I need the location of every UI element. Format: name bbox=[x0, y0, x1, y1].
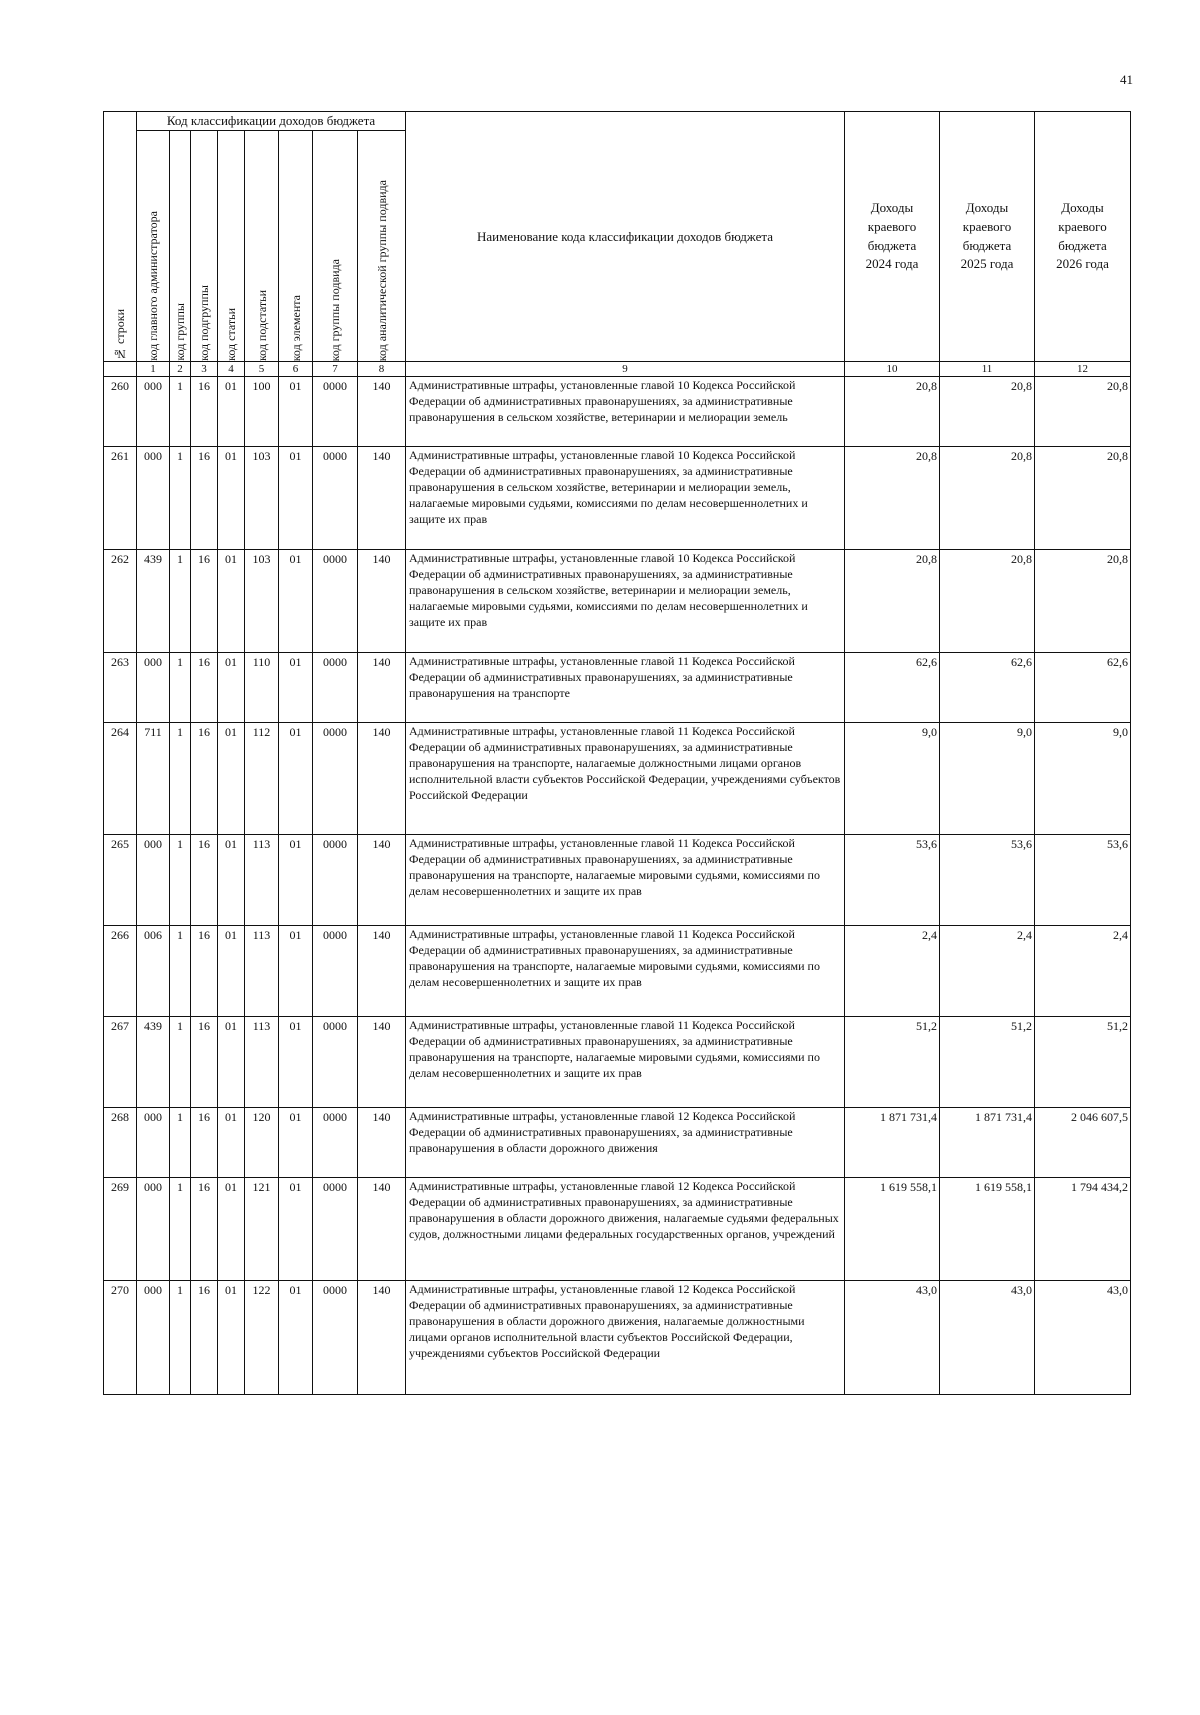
column-number: 3 bbox=[191, 362, 218, 377]
income-2026-value: 2,4 bbox=[1035, 926, 1131, 1017]
income-2025-value: 53,6 bbox=[940, 835, 1035, 926]
element-code: 01 bbox=[279, 1108, 313, 1178]
analytic-group-code: 140 bbox=[358, 723, 406, 835]
income-2024-value: 9,0 bbox=[845, 723, 940, 835]
admin-code: 000 bbox=[137, 1281, 170, 1395]
table-row bbox=[104, 550, 1131, 653]
table-row bbox=[104, 835, 1131, 926]
subtype-group-code: 0000 bbox=[313, 1281, 358, 1395]
income-2025-value: 43,0 bbox=[940, 1281, 1035, 1395]
group-code: 1 bbox=[170, 835, 191, 926]
analytic-group-code: 140 bbox=[358, 835, 406, 926]
column-number: 11 bbox=[940, 362, 1035, 377]
row-number: 264 bbox=[104, 723, 137, 835]
article-code: 01 bbox=[218, 723, 245, 835]
income-2025-value: 20,8 bbox=[940, 377, 1035, 447]
income-2024-value: 62,6 bbox=[845, 653, 940, 723]
table-row bbox=[104, 653, 1131, 723]
income-2025-value: 62,6 bbox=[940, 653, 1035, 723]
admin-code: 000 bbox=[137, 1108, 170, 1178]
income-name: Административные штрафы, установленные главой 11 Кодекса Российской Федерации об административных правонарушениях, за административные правонарушения на транспорте, налагаемые мировыми судьями, комиссиями по делам несовершеннолетних и защите их прав bbox=[406, 926, 845, 1017]
row-number: 263 bbox=[104, 653, 137, 723]
column-number: 7 bbox=[313, 362, 358, 377]
element-code: 01 bbox=[279, 1017, 313, 1108]
analytic-group-code: 140 bbox=[358, 550, 406, 653]
subgroup-code: 16 bbox=[191, 1017, 218, 1108]
subtype-group-code: 0000 bbox=[313, 926, 358, 1017]
article-code: 01 bbox=[218, 1108, 245, 1178]
subgroup-code: 16 bbox=[191, 1178, 218, 1281]
table-row bbox=[104, 723, 1131, 835]
subgroup-code-header: код подгруппы bbox=[191, 131, 218, 362]
subarticle-code: 110 bbox=[245, 653, 279, 723]
element-code: 01 bbox=[279, 1178, 313, 1281]
income-2026-value: 1 794 434,2 bbox=[1035, 1178, 1131, 1281]
income-2026-value: 43,0 bbox=[1035, 1281, 1131, 1395]
income-2026-header: Доходы краевого бюджета 2026 года bbox=[1035, 112, 1131, 362]
income-2024-value: 20,8 bbox=[845, 377, 940, 447]
row-number: 262 bbox=[104, 550, 137, 653]
element-code: 01 bbox=[279, 447, 313, 550]
row-number: 266 bbox=[104, 926, 137, 1017]
row-number: 260 bbox=[104, 377, 137, 447]
article-code: 01 bbox=[218, 550, 245, 653]
subtype-group-code: 0000 bbox=[313, 723, 358, 835]
admin-code: 711 bbox=[137, 723, 170, 835]
subarticle-code: 103 bbox=[245, 447, 279, 550]
row-number: 268 bbox=[104, 1108, 137, 1178]
admin-code: 000 bbox=[137, 653, 170, 723]
income-2026-value: 20,8 bbox=[1035, 377, 1131, 447]
income-2025-value: 1 619 558,1 bbox=[940, 1178, 1035, 1281]
column-number: 9 bbox=[406, 362, 845, 377]
column-number bbox=[104, 362, 137, 377]
element-code: 01 bbox=[279, 926, 313, 1017]
row-number: 261 bbox=[104, 447, 137, 550]
subarticle-code: 122 bbox=[245, 1281, 279, 1395]
subtype-group-code: 0000 bbox=[313, 377, 358, 447]
group-code: 1 bbox=[170, 1281, 191, 1395]
admin-code-header: код главного администратора bbox=[137, 131, 170, 362]
group-code: 1 bbox=[170, 1178, 191, 1281]
income-name: Административные штрафы, установленные главой 12 Кодекса Российской Федерации об административных правонарушениях, за административные правонарушения в области дорожного движения bbox=[406, 1108, 845, 1178]
subgroup-code: 16 bbox=[191, 377, 218, 447]
column-number: 8 bbox=[358, 362, 406, 377]
column-number: 5 bbox=[245, 362, 279, 377]
element-code: 01 bbox=[279, 723, 313, 835]
analytic-group-code-header: код аналитической группы подвида bbox=[358, 131, 406, 362]
income-2025-value: 51,2 bbox=[940, 1017, 1035, 1108]
income-2026-value: 20,8 bbox=[1035, 447, 1131, 550]
subarticle-code: 113 bbox=[245, 926, 279, 1017]
income-2026-value: 20,8 bbox=[1035, 550, 1131, 653]
income-table bbox=[103, 111, 1131, 1395]
income-name: Административные штрафы, установленные главой 10 Кодекса Российской Федерации об административных правонарушениях, за административные правонарушения в сельском хозяйстве, ветеринарии и мелиорации земель, налагаемые мировыми судьями, комиссиями по делам несовершеннолетних и защите их прав bbox=[406, 447, 845, 550]
subtype-group-code: 0000 bbox=[313, 447, 358, 550]
analytic-group-code: 140 bbox=[358, 447, 406, 550]
subarticle-code: 100 bbox=[245, 377, 279, 447]
subarticle-code-header: код подстатьи bbox=[245, 131, 279, 362]
income-name: Административные штрафы, установленные главой 10 Кодекса Российской Федерации об административных правонарушениях, за административные правонарушения в сельском хозяйстве, ветеринарии и мелиорации земель, налагаемые мировыми судьями, комиссиями по делам несовершеннолетних и защите их прав bbox=[406, 550, 845, 653]
income-2024-value: 53,6 bbox=[845, 835, 940, 926]
subtype-group-code: 0000 bbox=[313, 1178, 358, 1281]
income-2025-value: 1 871 731,4 bbox=[940, 1108, 1035, 1178]
column-number: 1 bbox=[137, 362, 170, 377]
income-2026-value: 2 046 607,5 bbox=[1035, 1108, 1131, 1178]
element-code-header: код элемента bbox=[279, 131, 313, 362]
income-2026-value: 53,6 bbox=[1035, 835, 1131, 926]
article-code: 01 bbox=[218, 653, 245, 723]
income-name: Административные штрафы, установленные главой 11 Кодекса Российской Федерации об административных правонарушениях, за административные правонарушения на транспорте, налагаемые мировыми судьями, комиссиями по делам несовершеннолетних и защите их прав bbox=[406, 835, 845, 926]
income-2025-value: 20,8 bbox=[940, 447, 1035, 550]
analytic-group-code: 140 bbox=[358, 926, 406, 1017]
income-2024-value: 2,4 bbox=[845, 926, 940, 1017]
admin-code: 000 bbox=[137, 377, 170, 447]
admin-code: 000 bbox=[137, 447, 170, 550]
subgroup-code: 16 bbox=[191, 835, 218, 926]
subtype-group-code: 0000 bbox=[313, 653, 358, 723]
analytic-group-code: 140 bbox=[358, 377, 406, 447]
subtype-group-code: 0000 bbox=[313, 1108, 358, 1178]
article-code: 01 bbox=[218, 447, 245, 550]
group-code: 1 bbox=[170, 447, 191, 550]
subgroup-code: 16 bbox=[191, 1108, 218, 1178]
article-code: 01 bbox=[218, 1178, 245, 1281]
group-code: 1 bbox=[170, 377, 191, 447]
subgroup-code: 16 bbox=[191, 926, 218, 1017]
subarticle-code: 112 bbox=[245, 723, 279, 835]
element-code: 01 bbox=[279, 377, 313, 447]
article-code: 01 bbox=[218, 835, 245, 926]
income-name: Административные штрафы, установленные главой 12 Кодекса Российской Федерации об административных правонарушениях, за административные правонарушения в области дорожного движения, налагаемые должностными лицами органов исполнительной власти субъектов Российской Федерации, учреждениями субъектов Российской Федерации bbox=[406, 1281, 845, 1395]
subtype-group-code: 0000 bbox=[313, 835, 358, 926]
income-2026-value: 51,2 bbox=[1035, 1017, 1131, 1108]
article-code: 01 bbox=[218, 1281, 245, 1395]
table-header bbox=[104, 112, 1131, 377]
income-2026-value: 9,0 bbox=[1035, 723, 1131, 835]
table-row bbox=[104, 447, 1131, 550]
table-row bbox=[104, 1108, 1131, 1178]
income-name: Административные штрафы, установленные главой 11 Кодекса Российской Федерации об административных правонарушениях, за административные правонарушения на транспорте, налагаемые должностными лицами органов исполнительной власти субъектов Российской Федерации, учреждениями субъектов Российской Федерации bbox=[406, 723, 845, 835]
admin-code: 439 bbox=[137, 1017, 170, 1108]
article-code: 01 bbox=[218, 926, 245, 1017]
income-2025-header: Доходы краевого бюджета 2025 года bbox=[940, 112, 1035, 362]
element-code: 01 bbox=[279, 550, 313, 653]
element-code: 01 bbox=[279, 653, 313, 723]
name-header: Наименование кода классификации доходов бюджета bbox=[406, 112, 845, 362]
group-code: 1 bbox=[170, 1017, 191, 1108]
group-code-header: код группы bbox=[170, 131, 191, 362]
income-2024-value: 1 871 731,4 bbox=[845, 1108, 940, 1178]
classification-code-header: Код классификации доходов бюджета bbox=[137, 112, 406, 131]
income-2024-value: 20,8 bbox=[845, 550, 940, 653]
group-code: 1 bbox=[170, 1108, 191, 1178]
row-number-header: № строки bbox=[104, 112, 137, 362]
row-number: 269 bbox=[104, 1178, 137, 1281]
subtype-group-code: 0000 bbox=[313, 550, 358, 653]
income-2024-value: 43,0 bbox=[845, 1281, 940, 1395]
row-number: 270 bbox=[104, 1281, 137, 1395]
income-name: Административные штрафы, установленные главой 11 Кодекса Российской Федерации об административных правонарушениях, за административные правонарушения на транспорте, налагаемые мировыми судьями, комиссиями по делам несовершеннолетних и защите их прав bbox=[406, 1017, 845, 1108]
column-number: 4 bbox=[218, 362, 245, 377]
subarticle-code: 120 bbox=[245, 1108, 279, 1178]
analytic-group-code: 140 bbox=[358, 653, 406, 723]
table-body bbox=[104, 377, 1131, 1395]
income-2025-value: 20,8 bbox=[940, 550, 1035, 653]
table-row bbox=[104, 926, 1131, 1017]
income-2024-value: 20,8 bbox=[845, 447, 940, 550]
column-number: 10 bbox=[845, 362, 940, 377]
table-row bbox=[104, 1178, 1131, 1281]
subtype-group-code: 0000 bbox=[313, 1017, 358, 1108]
analytic-group-code: 140 bbox=[358, 1178, 406, 1281]
analytic-group-code: 140 bbox=[358, 1281, 406, 1395]
column-number: 2 bbox=[170, 362, 191, 377]
row-number: 265 bbox=[104, 835, 137, 926]
income-2024-value: 1 619 558,1 bbox=[845, 1178, 940, 1281]
income-2024-header: Доходы краевого бюджета 2024 года bbox=[845, 112, 940, 362]
income-2026-value: 62,6 bbox=[1035, 653, 1131, 723]
income-name: Административные штрафы, установленные главой 10 Кодекса Российской Федерации об административных правонарушениях, за административные правонарушения в сельском хозяйстве, ветеринарии и мелиорации земель bbox=[406, 377, 845, 447]
row-number: 267 bbox=[104, 1017, 137, 1108]
element-code: 01 bbox=[279, 1281, 313, 1395]
group-code: 1 bbox=[170, 550, 191, 653]
subarticle-code: 113 bbox=[245, 835, 279, 926]
group-code: 1 bbox=[170, 723, 191, 835]
admin-code: 000 bbox=[137, 1178, 170, 1281]
group-code: 1 bbox=[170, 653, 191, 723]
subgroup-code: 16 bbox=[191, 723, 218, 835]
subgroup-code: 16 bbox=[191, 653, 218, 723]
article-code: 01 bbox=[218, 377, 245, 447]
subarticle-code: 103 bbox=[245, 550, 279, 653]
element-code: 01 bbox=[279, 835, 313, 926]
subgroup-code: 16 bbox=[191, 1281, 218, 1395]
table-row bbox=[104, 1281, 1131, 1395]
income-2025-value: 9,0 bbox=[940, 723, 1035, 835]
group-code: 1 bbox=[170, 926, 191, 1017]
table-row bbox=[104, 377, 1131, 447]
income-name: Административные штрафы, установленные главой 12 Кодекса Российской Федерации об административных правонарушениях, за административные правонарушения в области дорожного движения, налагаемые судьями федеральных судов, должностными лицами федеральных государственных органов, учреждений bbox=[406, 1178, 845, 1281]
column-number: 12 bbox=[1035, 362, 1131, 377]
page-number: 41 bbox=[1120, 72, 1133, 87]
analytic-group-code: 140 bbox=[358, 1108, 406, 1178]
subtype-group-code-header: код группы подвида bbox=[313, 131, 358, 362]
article-code: 01 bbox=[218, 1017, 245, 1108]
table-row bbox=[104, 1017, 1131, 1108]
admin-code: 006 bbox=[137, 926, 170, 1017]
income-2025-value: 2,4 bbox=[940, 926, 1035, 1017]
subgroup-code: 16 bbox=[191, 550, 218, 653]
article-code-header: код статьи bbox=[218, 131, 245, 362]
income-2024-value: 51,2 bbox=[845, 1017, 940, 1108]
admin-code: 000 bbox=[137, 835, 170, 926]
income-name: Административные штрафы, установленные главой 11 Кодекса Российской Федерации об административных правонарушениях, за административные правонарушения на транспорте bbox=[406, 653, 845, 723]
admin-code: 439 bbox=[137, 550, 170, 653]
analytic-group-code: 140 bbox=[358, 1017, 406, 1108]
subarticle-code: 121 bbox=[245, 1178, 279, 1281]
column-number: 6 bbox=[279, 362, 313, 377]
subarticle-code: 113 bbox=[245, 1017, 279, 1108]
subgroup-code: 16 bbox=[191, 447, 218, 550]
column-number-row bbox=[104, 362, 1131, 377]
